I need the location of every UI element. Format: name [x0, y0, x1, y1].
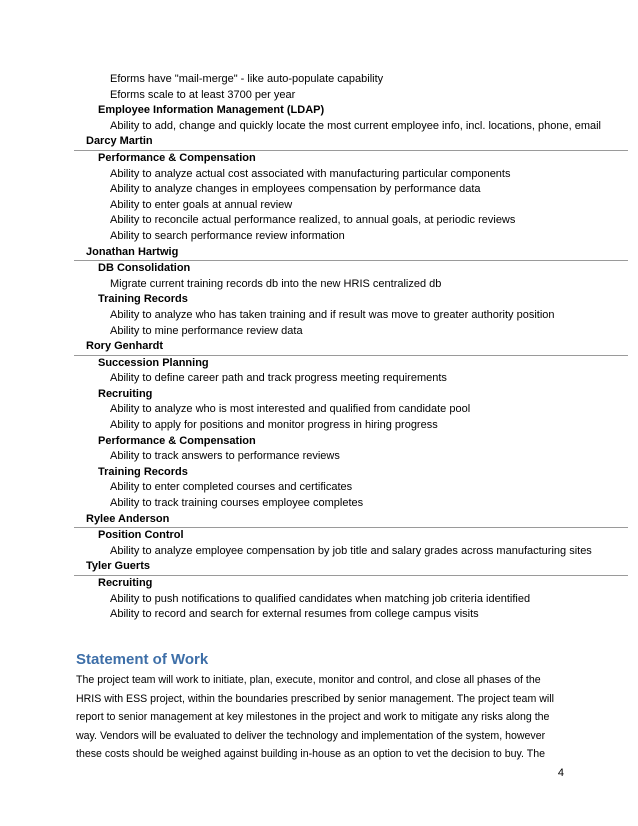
module-heading: Performance & Compensation — [98, 151, 256, 164]
requirement-item: Ability to enter goals at annual review — [110, 198, 293, 211]
requirement-item: Ability to analyze who has taken training and if result was move to greater authority position — [110, 308, 555, 321]
requirement-item: Ability to apply for positions and monitor progress in hiring progress — [110, 419, 438, 432]
person-heading: Tyler Guerts — [74, 559, 628, 576]
module-heading: Recruiting — [98, 577, 153, 589]
requirement-item: Ability to push notifications to qualified candidates when matching job criteria identified — [110, 592, 531, 605]
person-heading: Jonathan Hartwig — [74, 245, 628, 262]
requirement-item: Ability to track training courses employee completes — [110, 497, 364, 510]
module-heading: Recruiting — [98, 387, 153, 400]
requirement-item: Eforms scale to at least 3700 per year — [110, 88, 296, 101]
requirement-item: Ability to define career path and track progress meeting requirements — [110, 372, 447, 385]
module-heading: DB Consolidation — [98, 262, 191, 275]
requirement-item: Migrate current training records db into the new HRIS centralized db — [110, 277, 442, 290]
requirement-item: Ability to analyze changes in employees compensation by performance data — [110, 183, 481, 196]
statement-of-work-paragraph — [76, 671, 556, 764]
module-heading: Position Control — [98, 529, 184, 542]
module-heading: Training Records — [98, 465, 188, 478]
person-heading: Rylee Anderson — [74, 512, 628, 529]
paragraph-line: these costs should be weighed against building in-house as an option to vet the decision to buy. The — [76, 748, 545, 761]
paragraph-line: report to senior management at key milestones in the project and work to mitigate any risks along the — [76, 711, 550, 724]
requirement-item: Ability to reconcile actual performance realized, to annual goals, at periodic reviews — [110, 214, 516, 227]
module-heading: Performance & Compensation — [98, 434, 256, 447]
requirement-item: Ability to add, change and quickly locate the most current employee info, incl. locations, phone, email — [110, 119, 601, 132]
paragraph-line: HRIS with ESS project, within the boundaries prescribed by senior management. The project team will — [76, 692, 554, 705]
person-heading: Rory Genhardt — [74, 339, 628, 356]
requirement-item: Ability to search performance review information — [110, 229, 345, 242]
paragraph-line: The project team will work to initiate, plan, execute, monitor and control, and close all phases of the — [76, 674, 541, 686]
requirement-item: Ability to track answers to performance reviews — [110, 450, 340, 463]
requirement-item: Ability to analyze employee compensation by job title and salary grades across manufacturing sites — [110, 544, 592, 557]
requirement-item: Ability to enter completed courses and certificates — [110, 481, 353, 494]
requirement-item: Eforms have "mail-merge" - like auto-populate capability — [110, 73, 384, 85]
module-heading: Employee Information Management (LDAP) — [98, 104, 325, 117]
requirement-item: Ability to analyze actual cost associated with manufacturing particular components — [110, 167, 511, 180]
requirement-item: Ability to record and search for external resumes from college campus visits — [110, 608, 479, 621]
paragraph-line: way. Vendors will be evaluated to deliver the technology and implementation of the system, however — [76, 729, 546, 742]
page-number: 4 — [557, 767, 564, 779]
person-heading: Darcy Martin — [74, 134, 628, 151]
requirement-item: Ability to analyze who is most interested and qualified from candidate pool — [110, 403, 471, 416]
module-heading: Succession Planning — [98, 356, 209, 369]
requirement-item: Ability to mine performance review data — [110, 324, 303, 337]
module-heading: Training Records — [98, 293, 188, 306]
section-heading: Statement of Work — [76, 651, 209, 668]
requirements-outline — [74, 72, 632, 623]
